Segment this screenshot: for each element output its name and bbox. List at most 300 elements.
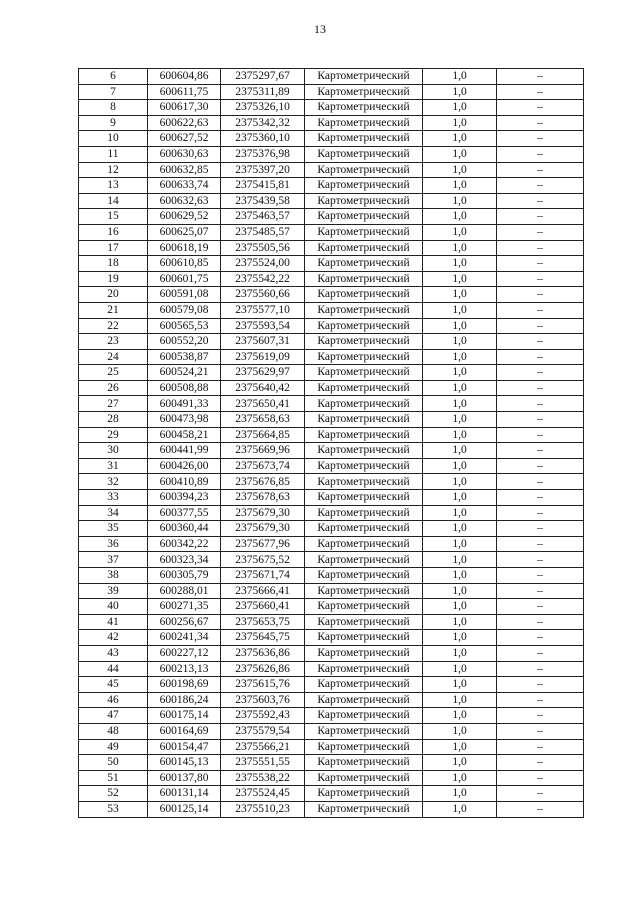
point-number-cell: 22 bbox=[79, 318, 148, 334]
point-number-cell: 12 bbox=[79, 162, 148, 178]
accuracy-cell: 1,0 bbox=[423, 271, 497, 287]
point-number-cell: 41 bbox=[79, 614, 148, 630]
point-number-cell: 31 bbox=[79, 458, 148, 474]
note-cell: – bbox=[497, 552, 584, 568]
accuracy-cell: 1,0 bbox=[423, 677, 497, 693]
note-cell: – bbox=[497, 770, 584, 786]
note-cell: – bbox=[497, 443, 584, 459]
accuracy-cell: 1,0 bbox=[423, 318, 497, 334]
point-number-cell: 32 bbox=[79, 474, 148, 490]
note-cell: – bbox=[497, 786, 584, 802]
note-cell: – bbox=[497, 536, 584, 552]
method-cell: Картометрический bbox=[305, 568, 423, 584]
method-cell: Картометрический bbox=[305, 287, 423, 303]
table-row bbox=[79, 100, 584, 116]
point-number-cell: 14 bbox=[79, 193, 148, 209]
note-cell: – bbox=[497, 583, 584, 599]
y-coordinate-cell: 2375626,86 bbox=[221, 661, 305, 677]
point-number-cell: 18 bbox=[79, 256, 148, 272]
x-coordinate-cell: 600591,08 bbox=[148, 287, 221, 303]
method-cell: Картометрический bbox=[305, 131, 423, 147]
method-cell: Картометрический bbox=[305, 786, 423, 802]
table-row bbox=[79, 708, 584, 724]
y-coordinate-cell: 2375524,00 bbox=[221, 256, 305, 272]
method-cell: Картометрический bbox=[305, 427, 423, 443]
note-cell: – bbox=[497, 505, 584, 521]
accuracy-cell: 1,0 bbox=[423, 396, 497, 412]
y-coordinate-cell: 2375551,55 bbox=[221, 755, 305, 771]
note-cell: – bbox=[497, 209, 584, 225]
accuracy-cell: 1,0 bbox=[423, 84, 497, 100]
table-row bbox=[79, 427, 584, 443]
note-cell: – bbox=[497, 380, 584, 396]
method-cell: Картометрический bbox=[305, 84, 423, 100]
method-cell: Картометрический bbox=[305, 630, 423, 646]
method-cell: Картометрический bbox=[305, 458, 423, 474]
point-number-cell: 53 bbox=[79, 801, 148, 817]
method-cell: Картометрический bbox=[305, 380, 423, 396]
table-row bbox=[79, 443, 584, 459]
y-coordinate-cell: 2375485,57 bbox=[221, 224, 305, 240]
y-coordinate-cell: 2375311,89 bbox=[221, 84, 305, 100]
y-coordinate-cell: 2375660,41 bbox=[221, 599, 305, 615]
x-coordinate-cell: 600175,14 bbox=[148, 708, 221, 724]
accuracy-cell: 1,0 bbox=[423, 115, 497, 131]
method-cell: Картометрический bbox=[305, 521, 423, 537]
accuracy-cell: 1,0 bbox=[423, 427, 497, 443]
method-cell: Картометрический bbox=[305, 552, 423, 568]
table-row bbox=[79, 568, 584, 584]
accuracy-cell: 1,0 bbox=[423, 521, 497, 537]
x-coordinate-cell: 600360,44 bbox=[148, 521, 221, 537]
x-coordinate-cell: 600394,23 bbox=[148, 490, 221, 506]
note-cell: – bbox=[497, 708, 584, 724]
method-cell: Картометрический bbox=[305, 692, 423, 708]
note-cell: – bbox=[497, 224, 584, 240]
point-number-cell: 51 bbox=[79, 770, 148, 786]
accuracy-cell: 1,0 bbox=[423, 365, 497, 381]
method-cell: Картометрический bbox=[305, 599, 423, 615]
method-cell: Картометрический bbox=[305, 505, 423, 521]
method-cell: Картометрический bbox=[305, 723, 423, 739]
accuracy-cell: 1,0 bbox=[423, 412, 497, 428]
table-row bbox=[79, 458, 584, 474]
note-cell: – bbox=[497, 131, 584, 147]
method-cell: Картометрический bbox=[305, 224, 423, 240]
accuracy-cell: 1,0 bbox=[423, 599, 497, 615]
point-number-cell: 16 bbox=[79, 224, 148, 240]
table-row bbox=[79, 287, 584, 303]
point-number-cell: 36 bbox=[79, 536, 148, 552]
y-coordinate-cell: 2375619,09 bbox=[221, 349, 305, 365]
x-coordinate-cell: 600491,33 bbox=[148, 396, 221, 412]
y-coordinate-cell: 2375636,86 bbox=[221, 645, 305, 661]
y-coordinate-cell: 2375677,96 bbox=[221, 536, 305, 552]
point-number-cell: 35 bbox=[79, 521, 148, 537]
x-coordinate-cell: 600441,99 bbox=[148, 443, 221, 459]
note-cell: – bbox=[497, 115, 584, 131]
y-coordinate-cell: 2375676,85 bbox=[221, 474, 305, 490]
table-row bbox=[79, 583, 584, 599]
x-coordinate-cell: 600213,13 bbox=[148, 661, 221, 677]
y-coordinate-cell: 2375669,96 bbox=[221, 443, 305, 459]
note-cell: – bbox=[497, 271, 584, 287]
table-row bbox=[79, 271, 584, 287]
method-cell: Картометрический bbox=[305, 318, 423, 334]
accuracy-cell: 1,0 bbox=[423, 302, 497, 318]
y-coordinate-cell: 2375577,10 bbox=[221, 302, 305, 318]
method-cell: Картометрический bbox=[305, 708, 423, 724]
accuracy-cell: 1,0 bbox=[423, 458, 497, 474]
y-coordinate-cell: 2375560,66 bbox=[221, 287, 305, 303]
table-row bbox=[79, 412, 584, 428]
note-cell: – bbox=[497, 162, 584, 178]
accuracy-cell: 1,0 bbox=[423, 645, 497, 661]
table-row bbox=[79, 365, 584, 381]
method-cell: Картометрический bbox=[305, 115, 423, 131]
note-cell: – bbox=[497, 661, 584, 677]
accuracy-cell: 1,0 bbox=[423, 380, 497, 396]
y-coordinate-cell: 2375629,97 bbox=[221, 365, 305, 381]
x-coordinate-cell: 600604,86 bbox=[148, 69, 221, 85]
table-row bbox=[79, 599, 584, 615]
method-cell: Картометрический bbox=[305, 801, 423, 817]
point-number-cell: 34 bbox=[79, 505, 148, 521]
accuracy-cell: 1,0 bbox=[423, 162, 497, 178]
point-number-cell: 21 bbox=[79, 302, 148, 318]
method-cell: Картометрический bbox=[305, 256, 423, 272]
y-coordinate-cell: 2375603,76 bbox=[221, 692, 305, 708]
x-coordinate-cell: 600342,22 bbox=[148, 536, 221, 552]
y-coordinate-cell: 2375593,54 bbox=[221, 318, 305, 334]
method-cell: Картометрический bbox=[305, 536, 423, 552]
method-cell: Картометрический bbox=[305, 162, 423, 178]
table-row bbox=[79, 193, 584, 209]
accuracy-cell: 1,0 bbox=[423, 334, 497, 350]
table-row bbox=[79, 146, 584, 162]
point-number-cell: 38 bbox=[79, 568, 148, 584]
table-row bbox=[79, 474, 584, 490]
method-cell: Картометрический bbox=[305, 240, 423, 256]
table-row bbox=[79, 380, 584, 396]
x-coordinate-cell: 600565,53 bbox=[148, 318, 221, 334]
x-coordinate-cell: 600633,74 bbox=[148, 178, 221, 194]
accuracy-cell: 1,0 bbox=[423, 583, 497, 599]
method-cell: Картометрический bbox=[305, 334, 423, 350]
x-coordinate-cell: 600552,20 bbox=[148, 334, 221, 350]
table-row bbox=[79, 240, 584, 256]
point-number-cell: 43 bbox=[79, 645, 148, 661]
accuracy-cell: 1,0 bbox=[423, 568, 497, 584]
note-cell: – bbox=[497, 801, 584, 817]
x-coordinate-cell: 600630,63 bbox=[148, 146, 221, 162]
point-number-cell: 26 bbox=[79, 380, 148, 396]
table-row bbox=[79, 755, 584, 771]
table-row bbox=[79, 318, 584, 334]
point-number-cell: 13 bbox=[79, 178, 148, 194]
accuracy-cell: 1,0 bbox=[423, 490, 497, 506]
point-number-cell: 40 bbox=[79, 599, 148, 615]
point-number-cell: 29 bbox=[79, 427, 148, 443]
point-number-cell: 19 bbox=[79, 271, 148, 287]
accuracy-cell: 1,0 bbox=[423, 193, 497, 209]
note-cell: – bbox=[497, 287, 584, 303]
method-cell: Картометрический bbox=[305, 100, 423, 116]
table-row bbox=[79, 801, 584, 817]
table-row bbox=[79, 490, 584, 506]
note-cell: – bbox=[497, 412, 584, 428]
point-number-cell: 23 bbox=[79, 334, 148, 350]
method-cell: Картометрический bbox=[305, 193, 423, 209]
method-cell: Картометрический bbox=[305, 755, 423, 771]
x-coordinate-cell: 600227,12 bbox=[148, 645, 221, 661]
point-number-cell: 49 bbox=[79, 739, 148, 755]
y-coordinate-cell: 2375666,41 bbox=[221, 583, 305, 599]
y-coordinate-cell: 2375376,98 bbox=[221, 146, 305, 162]
x-coordinate-cell: 600288,01 bbox=[148, 583, 221, 599]
accuracy-cell: 1,0 bbox=[423, 661, 497, 677]
note-cell: – bbox=[497, 739, 584, 755]
x-coordinate-cell: 600629,52 bbox=[148, 209, 221, 225]
y-coordinate-cell: 2375640,42 bbox=[221, 380, 305, 396]
y-coordinate-cell: 2375658,63 bbox=[221, 412, 305, 428]
x-coordinate-cell: 600256,67 bbox=[148, 614, 221, 630]
accuracy-cell: 1,0 bbox=[423, 287, 497, 303]
x-coordinate-cell: 600611,75 bbox=[148, 84, 221, 100]
note-cell: – bbox=[497, 349, 584, 365]
y-coordinate-cell: 2375607,31 bbox=[221, 334, 305, 350]
point-number-cell: 42 bbox=[79, 630, 148, 646]
y-coordinate-cell: 2375673,74 bbox=[221, 458, 305, 474]
method-cell: Картометрический bbox=[305, 271, 423, 287]
table-row bbox=[79, 84, 584, 100]
method-cell: Картометрический bbox=[305, 209, 423, 225]
point-number-cell: 50 bbox=[79, 755, 148, 771]
method-cell: Картометрический bbox=[305, 645, 423, 661]
method-cell: Картометрический bbox=[305, 443, 423, 459]
note-cell: – bbox=[497, 396, 584, 412]
point-number-cell: 52 bbox=[79, 786, 148, 802]
note-cell: – bbox=[497, 69, 584, 85]
y-coordinate-cell: 2375615,76 bbox=[221, 677, 305, 693]
y-coordinate-cell: 2375650,41 bbox=[221, 396, 305, 412]
y-coordinate-cell: 2375297,67 bbox=[221, 69, 305, 85]
x-coordinate-cell: 600610,85 bbox=[148, 256, 221, 272]
note-cell: – bbox=[497, 677, 584, 693]
table-row bbox=[79, 723, 584, 739]
x-coordinate-cell: 600627,52 bbox=[148, 131, 221, 147]
method-cell: Картометрический bbox=[305, 739, 423, 755]
y-coordinate-cell: 2375524,45 bbox=[221, 786, 305, 802]
point-number-cell: 39 bbox=[79, 583, 148, 599]
method-cell: Картометрический bbox=[305, 349, 423, 365]
note-cell: – bbox=[497, 146, 584, 162]
table-row bbox=[79, 739, 584, 755]
table-row bbox=[79, 786, 584, 802]
table-row bbox=[79, 162, 584, 178]
y-coordinate-cell: 2375463,57 bbox=[221, 209, 305, 225]
table-row bbox=[79, 224, 584, 240]
note-cell: – bbox=[497, 100, 584, 116]
note-cell: – bbox=[497, 568, 584, 584]
note-cell: – bbox=[497, 178, 584, 194]
point-number-cell: 10 bbox=[79, 131, 148, 147]
y-coordinate-cell: 2375592,43 bbox=[221, 708, 305, 724]
table-row bbox=[79, 209, 584, 225]
note-cell: – bbox=[497, 723, 584, 739]
note-cell: – bbox=[497, 240, 584, 256]
x-coordinate-cell: 600305,79 bbox=[148, 568, 221, 584]
x-coordinate-cell: 600137,80 bbox=[148, 770, 221, 786]
x-coordinate-cell: 600164,69 bbox=[148, 723, 221, 739]
table-row bbox=[79, 677, 584, 693]
table-row bbox=[79, 692, 584, 708]
accuracy-cell: 1,0 bbox=[423, 801, 497, 817]
method-cell: Картометрический bbox=[305, 474, 423, 490]
table-row bbox=[79, 349, 584, 365]
x-coordinate-cell: 600508,88 bbox=[148, 380, 221, 396]
point-number-cell: 46 bbox=[79, 692, 148, 708]
point-number-cell: 28 bbox=[79, 412, 148, 428]
note-cell: – bbox=[497, 458, 584, 474]
method-cell: Картометрический bbox=[305, 365, 423, 381]
x-coordinate-cell: 600601,75 bbox=[148, 271, 221, 287]
note-cell: – bbox=[497, 645, 584, 661]
accuracy-cell: 1,0 bbox=[423, 614, 497, 630]
accuracy-cell: 1,0 bbox=[423, 209, 497, 225]
point-number-cell: 45 bbox=[79, 677, 148, 693]
point-number-cell: 27 bbox=[79, 396, 148, 412]
accuracy-cell: 1,0 bbox=[423, 256, 497, 272]
point-number-cell: 44 bbox=[79, 661, 148, 677]
point-number-cell: 7 bbox=[79, 84, 148, 100]
accuracy-cell: 1,0 bbox=[423, 240, 497, 256]
accuracy-cell: 1,0 bbox=[423, 536, 497, 552]
point-number-cell: 20 bbox=[79, 287, 148, 303]
accuracy-cell: 1,0 bbox=[423, 349, 497, 365]
x-coordinate-cell: 600426,00 bbox=[148, 458, 221, 474]
method-cell: Картометрический bbox=[305, 396, 423, 412]
x-coordinate-cell: 600473,98 bbox=[148, 412, 221, 428]
method-cell: Картометрический bbox=[305, 661, 423, 677]
note-cell: – bbox=[497, 755, 584, 771]
y-coordinate-cell: 2375566,21 bbox=[221, 739, 305, 755]
accuracy-cell: 1,0 bbox=[423, 474, 497, 490]
accuracy-cell: 1,0 bbox=[423, 443, 497, 459]
y-coordinate-cell: 2375542,22 bbox=[221, 271, 305, 287]
accuracy-cell: 1,0 bbox=[423, 770, 497, 786]
table-row bbox=[79, 334, 584, 350]
method-cell: Картометрический bbox=[305, 412, 423, 428]
x-coordinate-cell: 600632,85 bbox=[148, 162, 221, 178]
accuracy-cell: 1,0 bbox=[423, 755, 497, 771]
y-coordinate-cell: 2375397,20 bbox=[221, 162, 305, 178]
x-coordinate-cell: 600186,24 bbox=[148, 692, 221, 708]
x-coordinate-cell: 600524,21 bbox=[148, 365, 221, 381]
accuracy-cell: 1,0 bbox=[423, 505, 497, 521]
note-cell: – bbox=[497, 614, 584, 630]
accuracy-cell: 1,0 bbox=[423, 630, 497, 646]
method-cell: Картометрический bbox=[305, 178, 423, 194]
y-coordinate-cell: 2375360,10 bbox=[221, 131, 305, 147]
point-number-cell: 6 bbox=[79, 69, 148, 85]
y-coordinate-cell: 2375510,23 bbox=[221, 801, 305, 817]
point-number-cell: 33 bbox=[79, 490, 148, 506]
method-cell: Картометрический bbox=[305, 490, 423, 506]
x-coordinate-cell: 600410,89 bbox=[148, 474, 221, 490]
y-coordinate-cell: 2375679,30 bbox=[221, 505, 305, 521]
accuracy-cell: 1,0 bbox=[423, 739, 497, 755]
x-coordinate-cell: 600323,34 bbox=[148, 552, 221, 568]
x-coordinate-cell: 600579,08 bbox=[148, 302, 221, 318]
table-row bbox=[79, 552, 584, 568]
accuracy-cell: 1,0 bbox=[423, 69, 497, 85]
method-cell: Картометрический bbox=[305, 69, 423, 85]
y-coordinate-cell: 2375342,32 bbox=[221, 115, 305, 131]
x-coordinate-cell: 600618,19 bbox=[148, 240, 221, 256]
accuracy-cell: 1,0 bbox=[423, 100, 497, 116]
method-cell: Картометрический bbox=[305, 302, 423, 318]
x-coordinate-cell: 600617,30 bbox=[148, 100, 221, 116]
accuracy-cell: 1,0 bbox=[423, 723, 497, 739]
accuracy-cell: 1,0 bbox=[423, 552, 497, 568]
accuracy-cell: 1,0 bbox=[423, 178, 497, 194]
note-cell: – bbox=[497, 193, 584, 209]
table-row bbox=[79, 505, 584, 521]
table-row bbox=[79, 69, 584, 85]
x-coordinate-cell: 600271,35 bbox=[148, 599, 221, 615]
point-number-cell: 9 bbox=[79, 115, 148, 131]
table-row bbox=[79, 396, 584, 412]
method-cell: Картометрический bbox=[305, 677, 423, 693]
note-cell: – bbox=[497, 427, 584, 443]
method-cell: Картометрический bbox=[305, 770, 423, 786]
coordinates-table-body bbox=[79, 69, 584, 818]
point-number-cell: 25 bbox=[79, 365, 148, 381]
note-cell: – bbox=[497, 318, 584, 334]
note-cell: – bbox=[497, 302, 584, 318]
point-number-cell: 47 bbox=[79, 708, 148, 724]
x-coordinate-cell: 600458,21 bbox=[148, 427, 221, 443]
table-row bbox=[79, 614, 584, 630]
point-number-cell: 11 bbox=[79, 146, 148, 162]
note-cell: – bbox=[497, 490, 584, 506]
y-coordinate-cell: 2375671,74 bbox=[221, 568, 305, 584]
table-row bbox=[79, 521, 584, 537]
table-row bbox=[79, 131, 584, 147]
note-cell: – bbox=[497, 474, 584, 490]
accuracy-cell: 1,0 bbox=[423, 708, 497, 724]
y-coordinate-cell: 2375675,52 bbox=[221, 552, 305, 568]
point-number-cell: 48 bbox=[79, 723, 148, 739]
x-coordinate-cell: 600538,87 bbox=[148, 349, 221, 365]
note-cell: – bbox=[497, 599, 584, 615]
table-row bbox=[79, 770, 584, 786]
y-coordinate-cell: 2375579,54 bbox=[221, 723, 305, 739]
y-coordinate-cell: 2375679,30 bbox=[221, 521, 305, 537]
point-number-cell: 30 bbox=[79, 443, 148, 459]
note-cell: – bbox=[497, 84, 584, 100]
x-coordinate-cell: 600377,55 bbox=[148, 505, 221, 521]
table-row bbox=[79, 645, 584, 661]
point-number-cell: 24 bbox=[79, 349, 148, 365]
x-coordinate-cell: 600145,13 bbox=[148, 755, 221, 771]
method-cell: Картометрический bbox=[305, 614, 423, 630]
y-coordinate-cell: 2375439,58 bbox=[221, 193, 305, 209]
page-number: 13 bbox=[314, 22, 326, 36]
y-coordinate-cell: 2375678,63 bbox=[221, 490, 305, 506]
note-cell: – bbox=[497, 630, 584, 646]
